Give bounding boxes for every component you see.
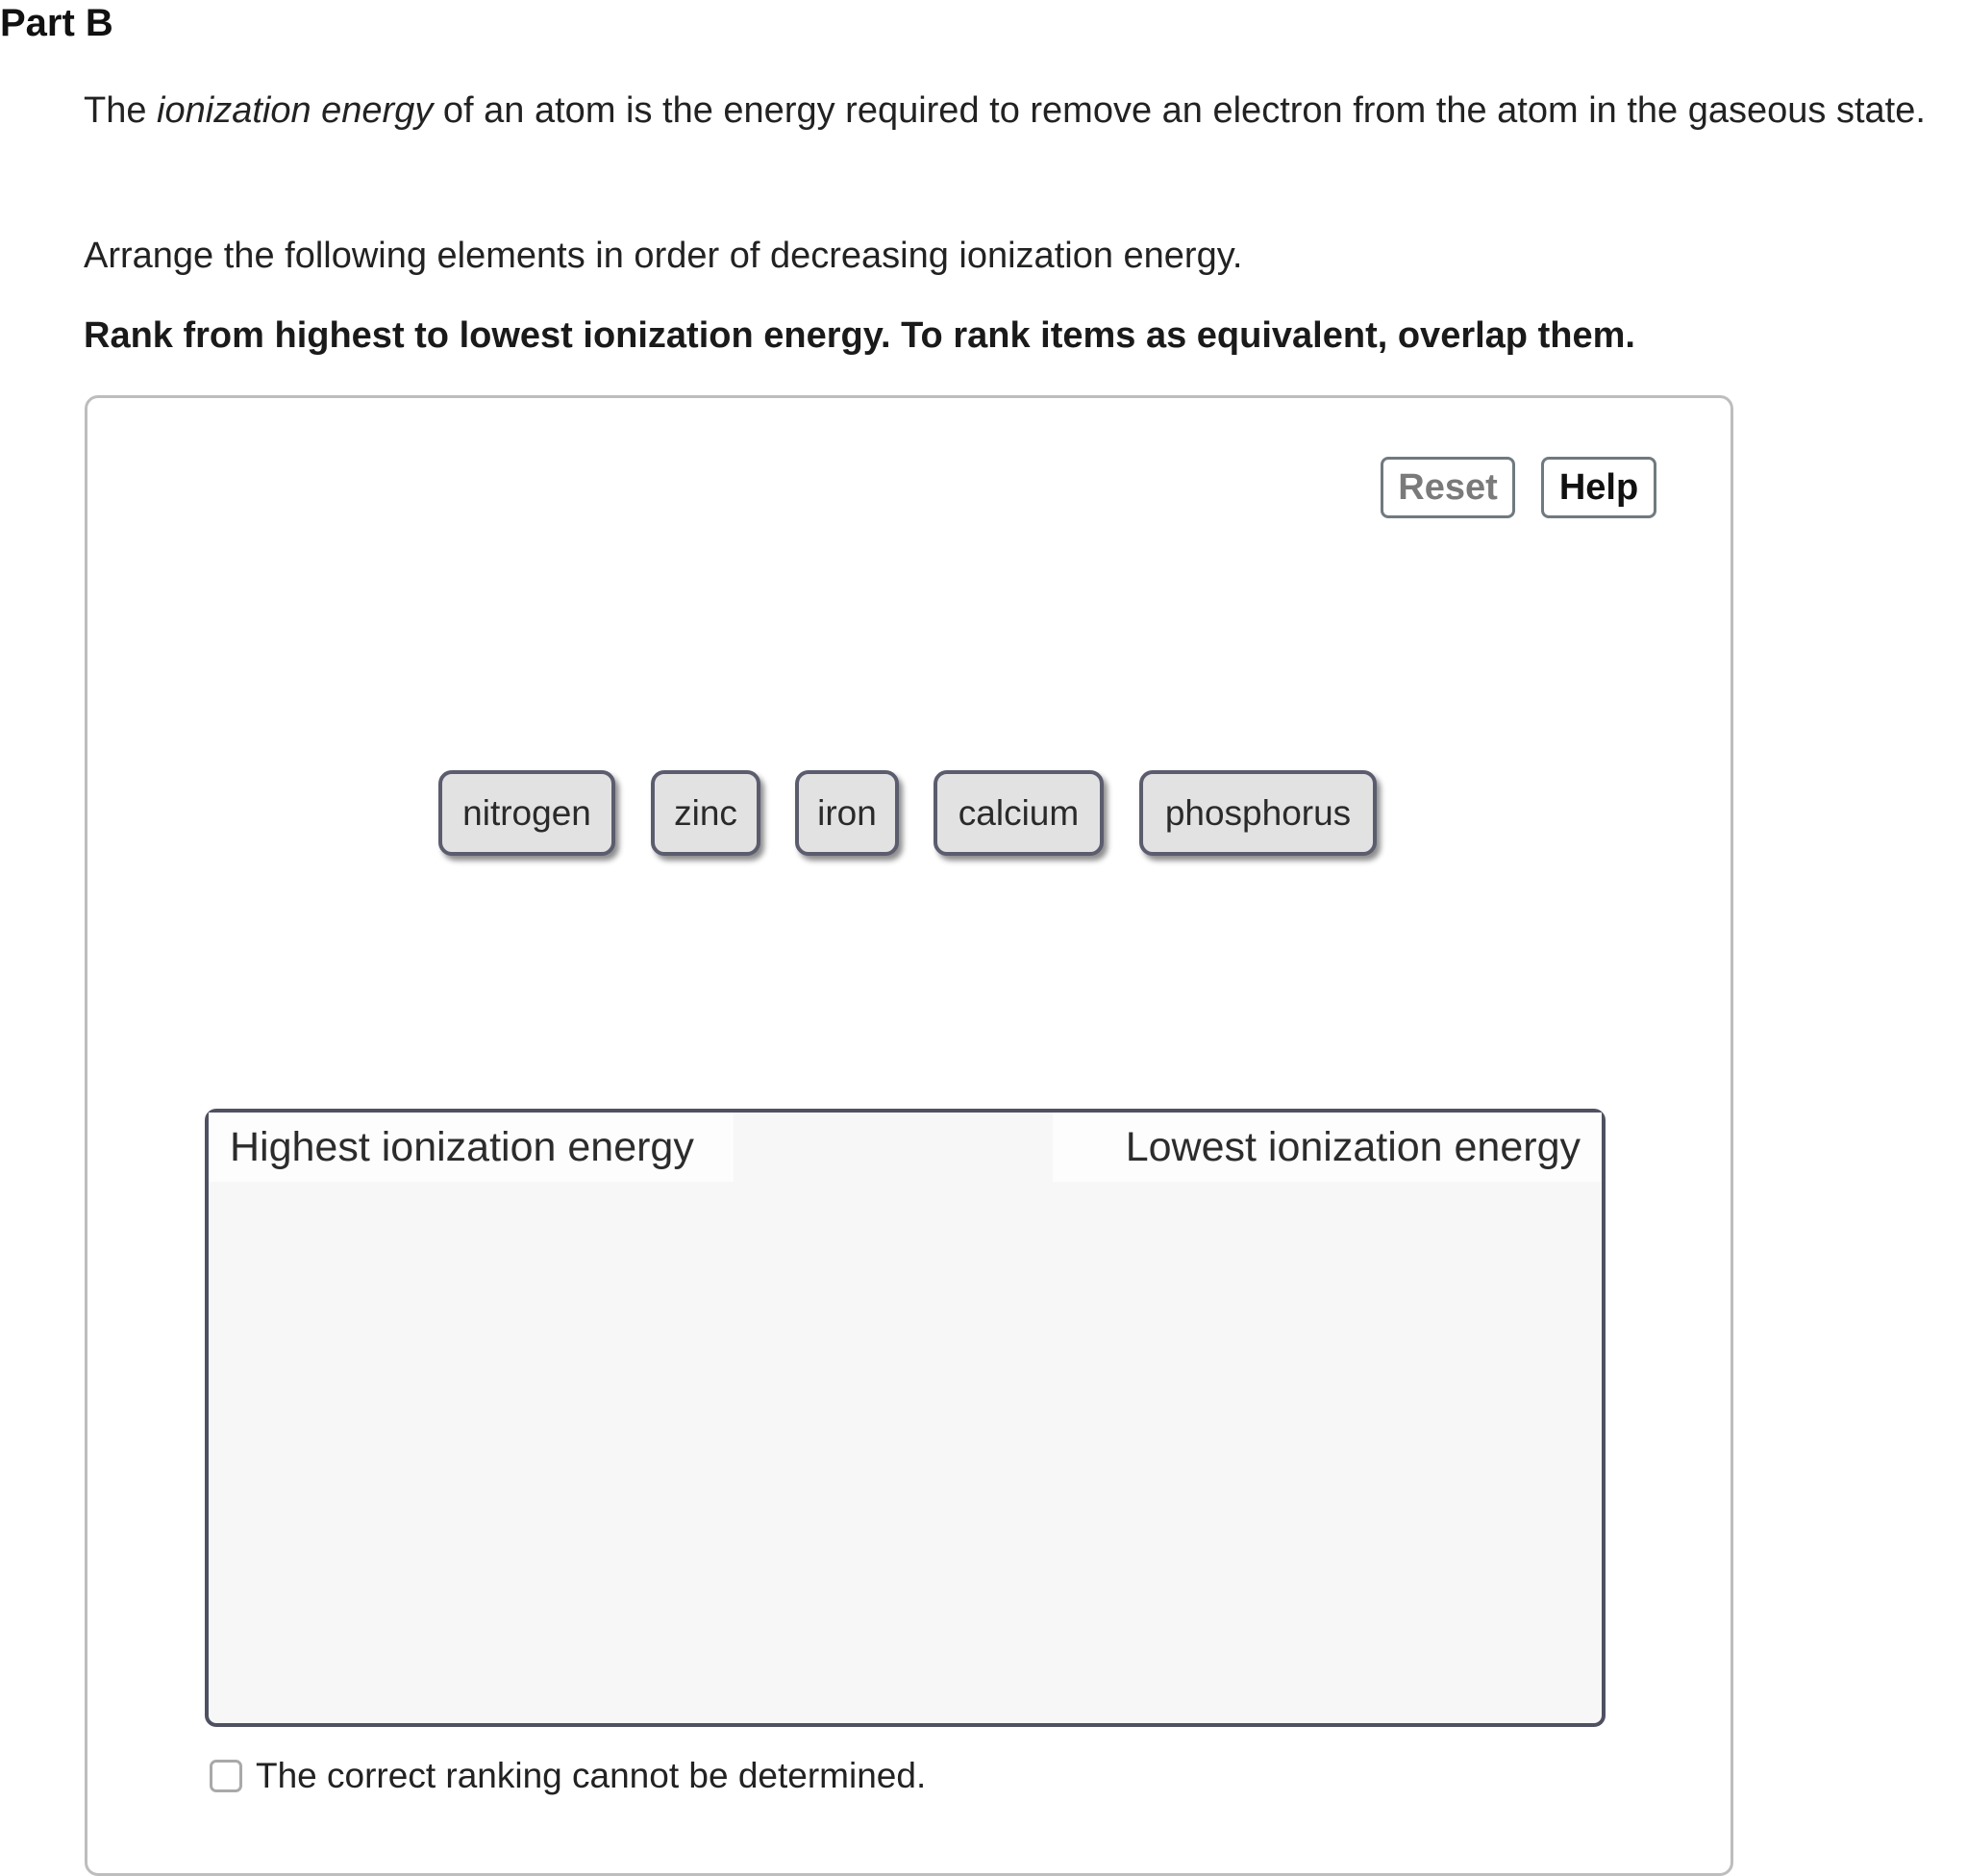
intro-paragraph bbox=[84, 86, 1949, 137]
rank-instruction: Rank from highest to lowest ionization energy. To rank items as equivalent, overlap them. bbox=[84, 315, 1635, 356]
intro-suffix: of an atom is the energy required to remove an electron from the atom in the gaseous state. bbox=[433, 90, 1926, 131]
reset-button[interactable]: Reset bbox=[1381, 457, 1515, 518]
rank-item-phosphorus[interactable]: phosphorus bbox=[1139, 770, 1377, 856]
cannot-determine-label[interactable]: The correct ranking cannot be determined. bbox=[256, 1756, 927, 1795]
highest-label: Highest ionization energy bbox=[209, 1113, 734, 1182]
intro-term: ionization energy bbox=[157, 90, 434, 131]
cannot-determine-checkbox[interactable] bbox=[210, 1760, 242, 1792]
help-button[interactable]: Help bbox=[1541, 457, 1656, 518]
cannot-determine-row[interactable] bbox=[210, 1756, 926, 1796]
lowest-label: Lowest ionization energy bbox=[1053, 1113, 1602, 1182]
rank-item-iron[interactable]: iron bbox=[795, 770, 899, 856]
intro-prefix: The bbox=[84, 90, 158, 131]
ranking-drop-zone[interactable] bbox=[205, 1109, 1606, 1727]
instruction-text: Arrange the following elements in order of decreasing ionization energy. bbox=[84, 236, 1243, 276]
rank-item-zinc[interactable]: zinc bbox=[651, 770, 760, 856]
rank-item-calcium[interactable]: calcium bbox=[934, 770, 1104, 856]
rank-item-nitrogen[interactable]: nitrogen bbox=[438, 770, 615, 856]
part-title: Part B bbox=[0, 2, 113, 44]
